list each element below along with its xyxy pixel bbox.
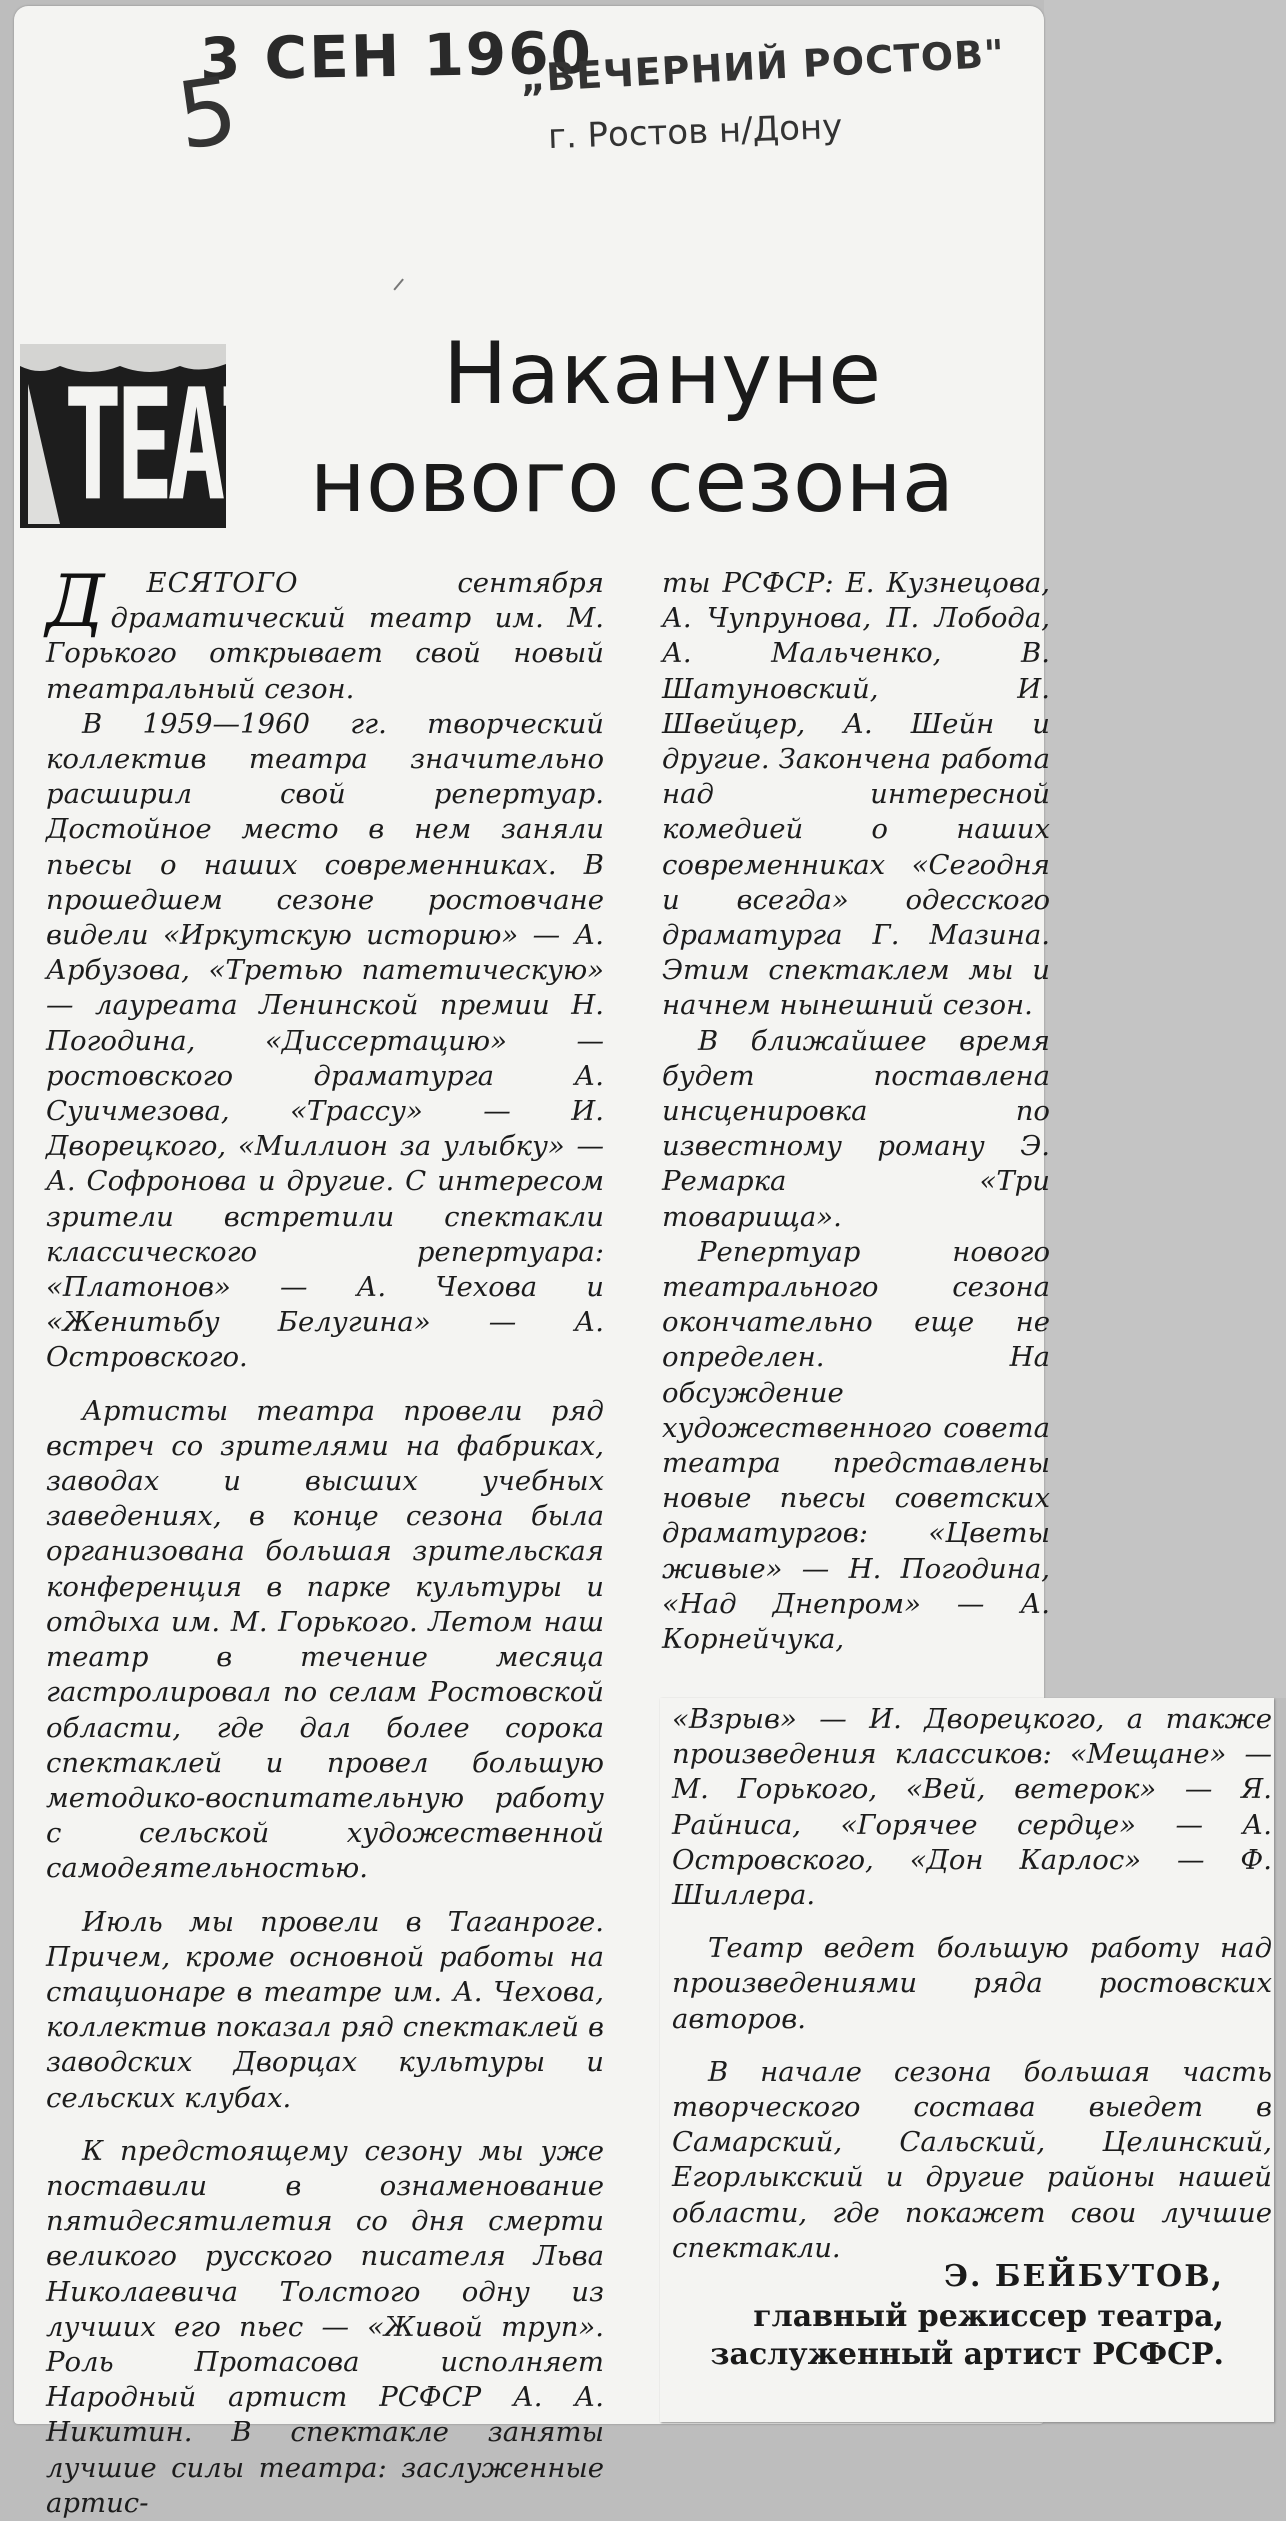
paragraph: К предстоящему сезону мы уже поставили в ознаменование пятидесятилетия со дня смерти великого русского писателя Льва Николаевича Толстого одну из лучших его пьес — «Живой труп». Роль Протасова исполняет Народный артист РСФСР А. А. Никитин. В спектакле заняты лучшие силы театра: заслуженные артис- [46,2134,604,2519]
paragraph: В ближайшее время будет поставлена инсценировка по известному роману Э. Ремарка «Три товарища». [662,1024,1050,1233]
background-strip [1044,0,1286,1698]
paragraph-text: сентября драматический театр им. М. Горького открывает свой новый театральный сезон. [46,567,604,705]
author-honor: заслуженный артист РСФСР. [710,2337,1224,2372]
lead-word: ЕСЯТОГО [146,567,299,599]
article-column-2 [662,566,1050,1657]
headline-line-2: нового сезона [309,432,955,532]
rubric-label: ТЕАТР [64,356,323,536]
rubric-logo [20,344,323,536]
article-column-1 [46,559,604,2521]
paragraph: ты РСФСР: Е. Кузнецова, А. Чупрунова, П. Лобода, А. Мальченко, В. Шатуновский, И. Швейцер, А. Шейн и другие. Закончена работа над интересной комедией о наших современниках «Сегодня и всегда» одесского драматурга Г. Мазина. Этим спектаклем мы и начнем нынешний сезон. [662,567,1050,1022]
drop-cap: Д [46,559,105,643]
stamp-date: 3 СЕН 1960 [199,18,594,94]
author-name: Э. БЕЙБУТОВ, [944,2259,1224,2294]
paragraph: Театр ведет большую работу над произведениями ряда ростовских авторов. [672,1932,1272,2035]
stamp-newspaper-name: „ВЕЧЕРНИЙ РОСТОВ" [519,31,1006,101]
article-headline [232,320,1032,536]
stamp-city: г. Ростов н/Дону [547,106,843,158]
paragraph: Репертуар нового театрального сезона окончательно еще не определен. На обсуждение художественного совета театра представлены новые пьесы советских драматургов: «Цветы живые» — Н. Погодина, «Над Днепром» — А. Корнейчука, [662,1235,1050,1656]
handwritten-number: 5 [170,56,244,171]
author-signature [710,2258,1224,2374]
headline-line-1: Накануне [442,324,882,424]
paragraph: В 1959—1960 гг. творческий коллектив театра значительно расширил свой репертуар. Достойное место в нем заняли пьесы о наших современниках. В прошедшем сезоне ростовчане видели «Иркутскую историю» — А. Арбузова, «Третью патетическую» — лауреата Ленинской премии Н. Погодина, «Диссертацию» — ростовского драматурга А. Суичмезова, «Трассу» — И. Дворецкого, «Миллион за улыбку» — А. Софронова и другие. С интересом зрители встретили спектакли классического репертуара: «Платонов» — А. Чехова и «Женитьбу Белугина» — А. Островского. [46,707,604,1374]
paragraph [46,559,604,707]
paragraph: Артисты театра провели ряд встреч со зрителями на фабриках, заводах и высших учебных заведениях, в конце сезона была организована большая зрительская конференция в парке культуры и отдыха им. М. Горького. Летом наш театр в течение месяца гастролировал по селам Ростовской области, где дал более сорока спектаклей и провел большую методико-воспитательную работу с сельской художественной самодеятельностью. [46,1394,604,1885]
paragraph: Июль мы провели в Таганроге. Причем, кроме основной работы на стационаре в театре им. А. Чехова, коллектив показал ряд спектаклей в заводских Дворцах культуры и сельских клубах. [46,1905,604,2114]
article-column-3 [672,1702,1272,2266]
paragraph: В начале сезона большая часть творческого состава выедет в Самарский, Сальский, Целинский, Егорлыкский и другие районы нашей области, где покажет свои лучшие спектакли. [672,2055,1272,2264]
author-title: главный режиссер театра, [753,2299,1224,2334]
paragraph: «Взрыв» — И. Дворецкого, а также произведения классиков: «Мещане» — М. Горького, «Вей, ветерок» — Я. Райниса, «Горячее сердце» — А. Островского, «Дон Карлос» — Ф. Шиллера. [672,1703,1272,1912]
